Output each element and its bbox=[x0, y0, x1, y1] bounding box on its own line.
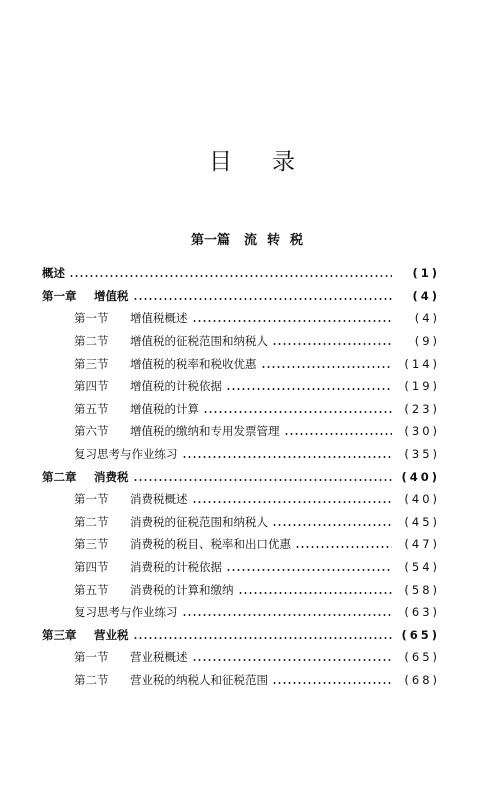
toc-page-number: (23) bbox=[404, 401, 440, 416]
toc-entry-number: 第六节 bbox=[74, 424, 109, 439]
dot-leader bbox=[133, 637, 393, 639]
toc-section-entry[interactable] bbox=[42, 443, 440, 466]
toc-entry-title: 概述 bbox=[42, 266, 65, 281]
toc-section-entry[interactable] bbox=[42, 511, 440, 534]
toc-page-number: (40) bbox=[401, 469, 440, 484]
toc-page-number: (40) bbox=[404, 492, 440, 507]
toc-entry-title: 增值税 bbox=[94, 288, 129, 303]
toc-entry-title: 复习思考与作业练习 bbox=[74, 447, 178, 462]
page-title: 目录 bbox=[209, 149, 335, 175]
toc-page-number: (4) bbox=[414, 311, 440, 326]
toc-section-entry[interactable] bbox=[42, 533, 440, 556]
toc-section-entry[interactable] bbox=[42, 352, 440, 375]
toc-entry-number: 第一节 bbox=[74, 311, 109, 326]
toc-entry-title: 增值税的税率和税收优惠 bbox=[130, 356, 257, 371]
toc-entry-number: 第一节 bbox=[74, 650, 109, 665]
toc-entry-number: 第四节 bbox=[74, 560, 109, 575]
dot-leader bbox=[192, 320, 393, 322]
table-of-contents bbox=[42, 262, 440, 691]
toc-entry-number: 第五节 bbox=[74, 401, 109, 416]
dot-leader bbox=[272, 343, 392, 345]
toc-section-entry[interactable] bbox=[42, 307, 440, 330]
part-name: 流转税 bbox=[244, 233, 314, 248]
dot-leader bbox=[261, 366, 393, 368]
toc-entry-number: 第二节 bbox=[74, 672, 109, 687]
toc-page-number: (65) bbox=[401, 627, 440, 642]
toc-section-entry[interactable] bbox=[42, 398, 440, 421]
dot-leader bbox=[192, 659, 393, 661]
dot-leader bbox=[69, 275, 392, 277]
toc-entry-title: 消费税概述 bbox=[130, 492, 188, 507]
toc-page-number: (65) bbox=[404, 650, 440, 665]
toc-page-number: (47) bbox=[404, 537, 440, 552]
toc-page-number: (9) bbox=[414, 334, 440, 349]
part-prefix: 第一篇 bbox=[190, 233, 230, 248]
toc-section-entry[interactable] bbox=[42, 488, 440, 511]
dot-leader bbox=[133, 479, 393, 481]
toc-section-entry[interactable] bbox=[42, 578, 440, 601]
dot-leader bbox=[295, 546, 392, 548]
dot-leader bbox=[192, 501, 393, 503]
toc-page-number: (30) bbox=[404, 424, 440, 439]
toc-entry-title: 复习思考与作业练习 bbox=[74, 605, 178, 620]
toc-entry-title: 增值税的缴纳和专用发票管理 bbox=[130, 424, 280, 439]
toc-page-number: (45) bbox=[404, 514, 440, 529]
toc-page-number: (68) bbox=[404, 672, 440, 687]
toc-entry-number: 第二节 bbox=[74, 514, 109, 529]
toc-page-number: (4) bbox=[412, 288, 440, 303]
toc-chapter-entry[interactable] bbox=[42, 262, 440, 285]
toc-entry-number: 第一节 bbox=[74, 492, 109, 507]
toc-page-number: (35) bbox=[404, 447, 440, 462]
toc-entry-number: 第三节 bbox=[74, 356, 109, 371]
toc-entry-number: 第二章 bbox=[42, 469, 77, 484]
dot-leader bbox=[203, 411, 392, 413]
toc-entry-title: 营业税的纳税人和征税范围 bbox=[130, 672, 268, 687]
toc-page-number: (14) bbox=[404, 356, 440, 371]
toc-entry-number: 第二节 bbox=[74, 334, 109, 349]
toc-chapter-entry[interactable] bbox=[42, 624, 440, 647]
toc-entry-title: 增值税概述 bbox=[130, 311, 188, 326]
toc-page-number: (63) bbox=[404, 605, 440, 620]
dot-leader bbox=[182, 614, 393, 616]
toc-section-entry[interactable] bbox=[42, 669, 440, 692]
toc-entry-number: 第一章 bbox=[42, 288, 77, 303]
toc-chapter-entry[interactable] bbox=[42, 465, 440, 488]
toc-page-number: (54) bbox=[404, 560, 440, 575]
dot-leader bbox=[182, 456, 393, 458]
toc-page-number: (58) bbox=[404, 582, 440, 597]
toc-entry-number: 第三章 bbox=[42, 627, 77, 642]
dot-leader bbox=[272, 682, 392, 684]
dot-leader bbox=[238, 592, 393, 594]
toc-entry-title: 消费税 bbox=[94, 469, 129, 484]
toc-section-entry[interactable] bbox=[42, 375, 440, 398]
toc-entry-number: 第五节 bbox=[74, 582, 109, 597]
toc-entry-number: 第四节 bbox=[74, 379, 109, 394]
toc-entry-title: 营业税 bbox=[94, 627, 129, 642]
dot-leader bbox=[272, 524, 392, 526]
toc-entry-title: 营业税概述 bbox=[130, 650, 188, 665]
toc-section-entry[interactable] bbox=[42, 330, 440, 353]
toc-entry-title: 消费税的计税依据 bbox=[130, 560, 222, 575]
toc-entry-number: 第三节 bbox=[74, 537, 109, 552]
part-title bbox=[0, 229, 504, 248]
toc-entry-title: 增值税的计算 bbox=[130, 401, 199, 416]
toc-page-number: (19) bbox=[404, 379, 440, 394]
dot-leader bbox=[226, 569, 392, 571]
toc-section-entry[interactable] bbox=[42, 556, 440, 579]
toc-entry-title: 消费税的计算和缴纳 bbox=[130, 582, 234, 597]
dot-leader bbox=[284, 433, 393, 435]
dot-leader bbox=[133, 298, 393, 300]
toc-section-entry[interactable] bbox=[42, 420, 440, 443]
dot-leader bbox=[226, 388, 392, 390]
toc-chapter-entry[interactable] bbox=[42, 285, 440, 308]
toc-page-number: (1) bbox=[412, 266, 440, 281]
toc-section-entry[interactable] bbox=[42, 601, 440, 624]
toc-entry-title: 增值税的征税范围和纳税人 bbox=[130, 334, 268, 349]
toc-entry-title: 增值税的计税依据 bbox=[130, 379, 222, 394]
toc-section-entry[interactable] bbox=[42, 646, 440, 669]
toc-entry-title: 消费税的税目、税率和出口优惠 bbox=[130, 537, 291, 552]
toc-entry-title: 消费税的征税范围和纳税人 bbox=[130, 514, 268, 529]
